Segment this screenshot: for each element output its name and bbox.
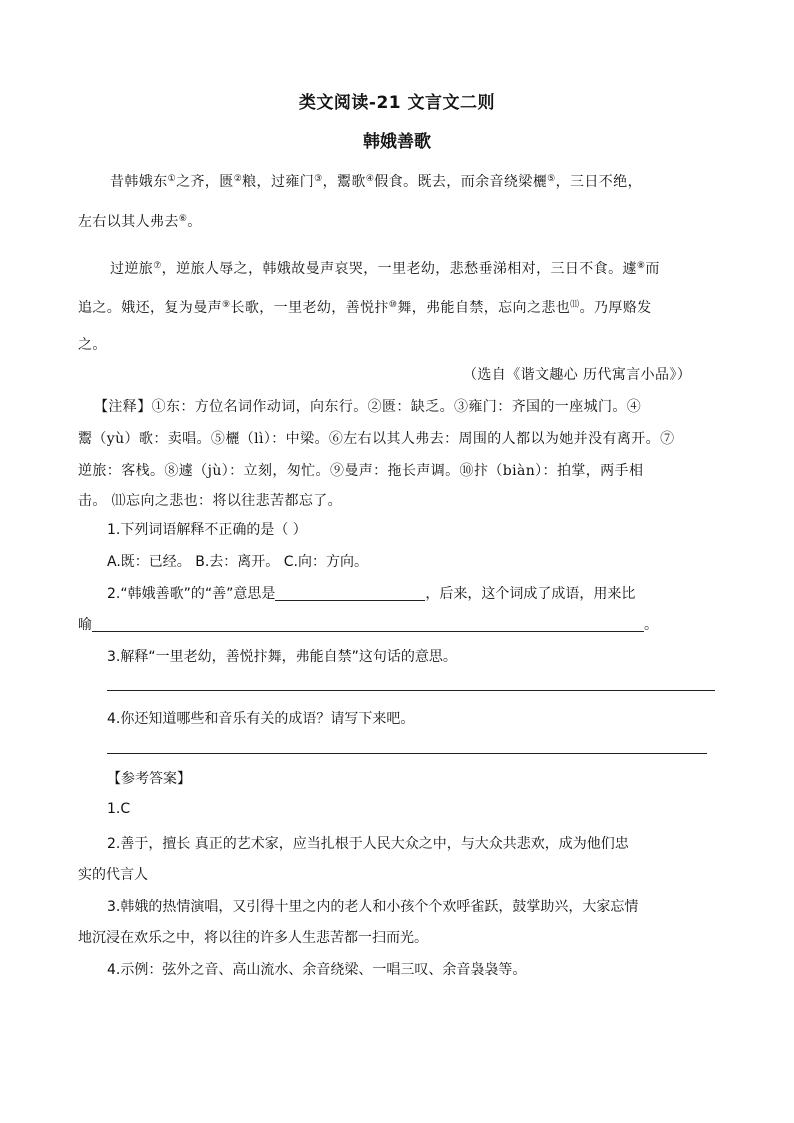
passage-line (78, 334, 107, 354)
answer-1: 1.C (107, 801, 131, 817)
note-marker: ⑨ (222, 300, 231, 310)
answer-2: 2.善于，擅长 真正的艺术家，应当扎根于人民大众之中，与大众共悲欢，成为他们忠 (107, 836, 629, 852)
passage-text: 之。 (78, 337, 107, 353)
answer-blank[interactable] (92, 615, 644, 632)
passage-text: 。乃厚赂发 (579, 300, 652, 316)
passage-text: 追之。娥还，复为曼声 (78, 300, 222, 316)
answer-2-cont: 实的代言人 (78, 867, 148, 883)
note-marker: ② (233, 174, 243, 184)
answer-3: 3.韩娥的热情演唱，又引得十里之内的老人和小孩个个欢呼雀跃，鼓掌助兴，大家忘情 (107, 899, 639, 915)
passage-text: 左右以其人弗去 (78, 214, 179, 230)
passage-text: 舞，弗能自禁，忘向之悲也 (397, 300, 571, 316)
answers-heading: 【参考答案】 (107, 771, 191, 787)
question-3: 3.解释“一里老幼，善悦抃舞，弗能自禁”这句话的意思。 (107, 649, 457, 665)
passage-text: 假食。既去，而余音绕梁欐 (374, 174, 548, 190)
question-text: 2.“韩娥善歌”的“善”意思是 (107, 586, 276, 602)
passage-text: 长歌，一里老幼，善悦抃 (230, 300, 389, 316)
answer-3-cont: 地沉浸在欢乐之中，将以往的许多人生悲苦都一扫而光。 (78, 930, 428, 946)
note-marker: ④ (365, 174, 375, 184)
passage-text: 粮，过雍门 (242, 174, 315, 190)
passage-text: 之齐，匮 (176, 174, 234, 190)
passage-text: ，三日不绝， (555, 174, 642, 190)
note-marker: ⑥ (178, 214, 188, 224)
note-marker: ⑤ (547, 174, 556, 184)
question-2 (107, 583, 635, 603)
passage-text: ，逆旅人辱之，韩娥故曼声哀哭，一里老幼，悲愁垂涕相对，三日不食。遽 (161, 261, 637, 277)
question-2-cont (78, 614, 658, 634)
passage-text: 昔韩娥东 (110, 174, 168, 190)
question-4: 4.你还知道哪些和音乐有关的成语？请写下来吧。 (107, 711, 415, 727)
note-marker: ⑦ (153, 261, 162, 271)
question-1-options: A.既：已经。 B.去：离开。 C.向：方向。 (107, 554, 368, 570)
notes-line: 击。 ⑾忘向之悲也：将以往悲苦都忘了。 (78, 493, 343, 509)
page-title: 类文阅读-21 文言文二则 (298, 93, 496, 113)
answer-line[interactable] (107, 753, 707, 754)
note-marker: ⑩ (388, 300, 398, 310)
answer-line[interactable] (107, 690, 715, 691)
notes-line: 鬻（yù）歌：卖唱。⑤欐（lì）：中梁。⑥左右以其人弗去：周围的人都以为她并没有离开。⑦ (78, 431, 675, 447)
question-text: 。 (644, 617, 658, 633)
notes-line: 逆旅：客栈。⑧遽（jù）：立刻，匆忙。⑨曼声：拖长声调。⑩抃（biàn）：拍掌，两手相 (78, 463, 644, 479)
passage-source: （选自《谐文趣心 历代寓言小品》） (463, 367, 692, 383)
passage-line (78, 297, 652, 317)
note-marker: ① (167, 174, 177, 184)
passage-text: 而 (645, 261, 660, 277)
passage-line (78, 211, 202, 231)
passage-line (110, 171, 642, 191)
passage-line (110, 258, 660, 278)
question-text: 喻 (78, 617, 92, 633)
passage-text: ，鬻歌 (322, 174, 366, 190)
passage-text: 。 (187, 214, 202, 230)
note-marker: ③ (314, 174, 323, 184)
passage-text: 过逆旅 (110, 261, 154, 277)
note-marker: ⑾ (570, 300, 580, 310)
notes-line: 【注释】①东：方位名词作动词，向东行。②匮：缺乏。③雍门：齐国的一座城门。④ (94, 399, 642, 415)
answer-4: 4.示例：弦外之音、高山流水、余音绕梁、一唱三叹、余音袅袅等。 (107, 962, 527, 978)
question-text: ，后来，这个词成了成语，用来比 (425, 586, 636, 602)
question-1: 1.下列词语解释不正确的是（ ） (107, 522, 307, 538)
answer-blank[interactable] (275, 584, 425, 601)
note-marker: ⑧ (636, 261, 646, 271)
passage-title: 韩娥善歌 (363, 132, 431, 152)
